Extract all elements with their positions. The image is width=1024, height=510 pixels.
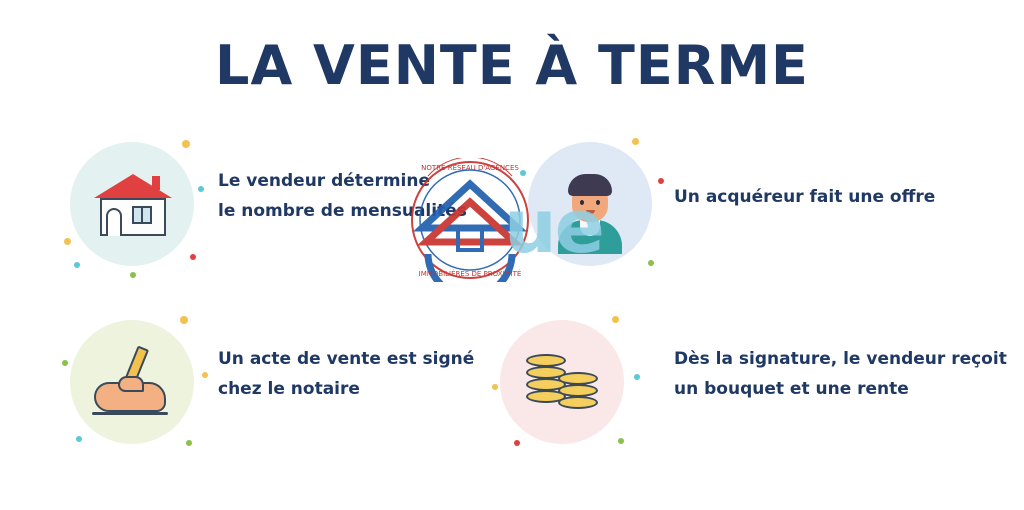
logo-ring-bottom-text: IMMOBILIÈRES DE PROXIMITÉ [418,270,522,278]
decor-dot [202,372,208,378]
decor-dot [658,178,664,184]
page-title: LA VENTE À TERME [215,34,809,97]
decor-dot [190,254,196,260]
decor-dot [514,440,520,446]
item-caption: Dès la signature, le vendeur reçoit un bouquet et une rente [674,349,1007,399]
decor-dot [182,140,190,148]
brand-text: ue [504,184,603,270]
item-caption: Un acquéreur fait une offre [674,187,936,207]
logo-ring-top-text: NOTRE RÉSEAU D'AGENCES [421,164,519,172]
item-caption: Le vendeur détermine le nombre de mensualités [218,171,467,221]
decor-dot [632,138,639,145]
item-bouquet-and-annuity [500,320,1007,450]
coins-icon [526,342,602,422]
decor-dot [62,360,68,366]
house-icon [94,174,172,236]
decor-dot [186,440,192,446]
decor-dot [74,262,80,268]
decor-dot [130,272,136,278]
decor-dot [198,186,204,192]
decor-dot [520,170,526,176]
item-caption: Un acte de vente est signé chez le notaire [218,349,475,399]
decor-dot [64,238,71,245]
hand-signing-icon [88,346,178,418]
decor-dot [634,374,640,380]
decor-dot [612,316,619,323]
decor-dot [492,384,498,390]
item-seller-monthly-payments [70,142,470,272]
decor-dot [76,436,82,442]
item-buyer-offer [528,142,948,272]
decor-dot [180,316,188,324]
decor-dot [648,260,654,266]
decor-dot [618,438,624,444]
person-icon [550,166,630,250]
item-notary-signature [70,320,475,450]
